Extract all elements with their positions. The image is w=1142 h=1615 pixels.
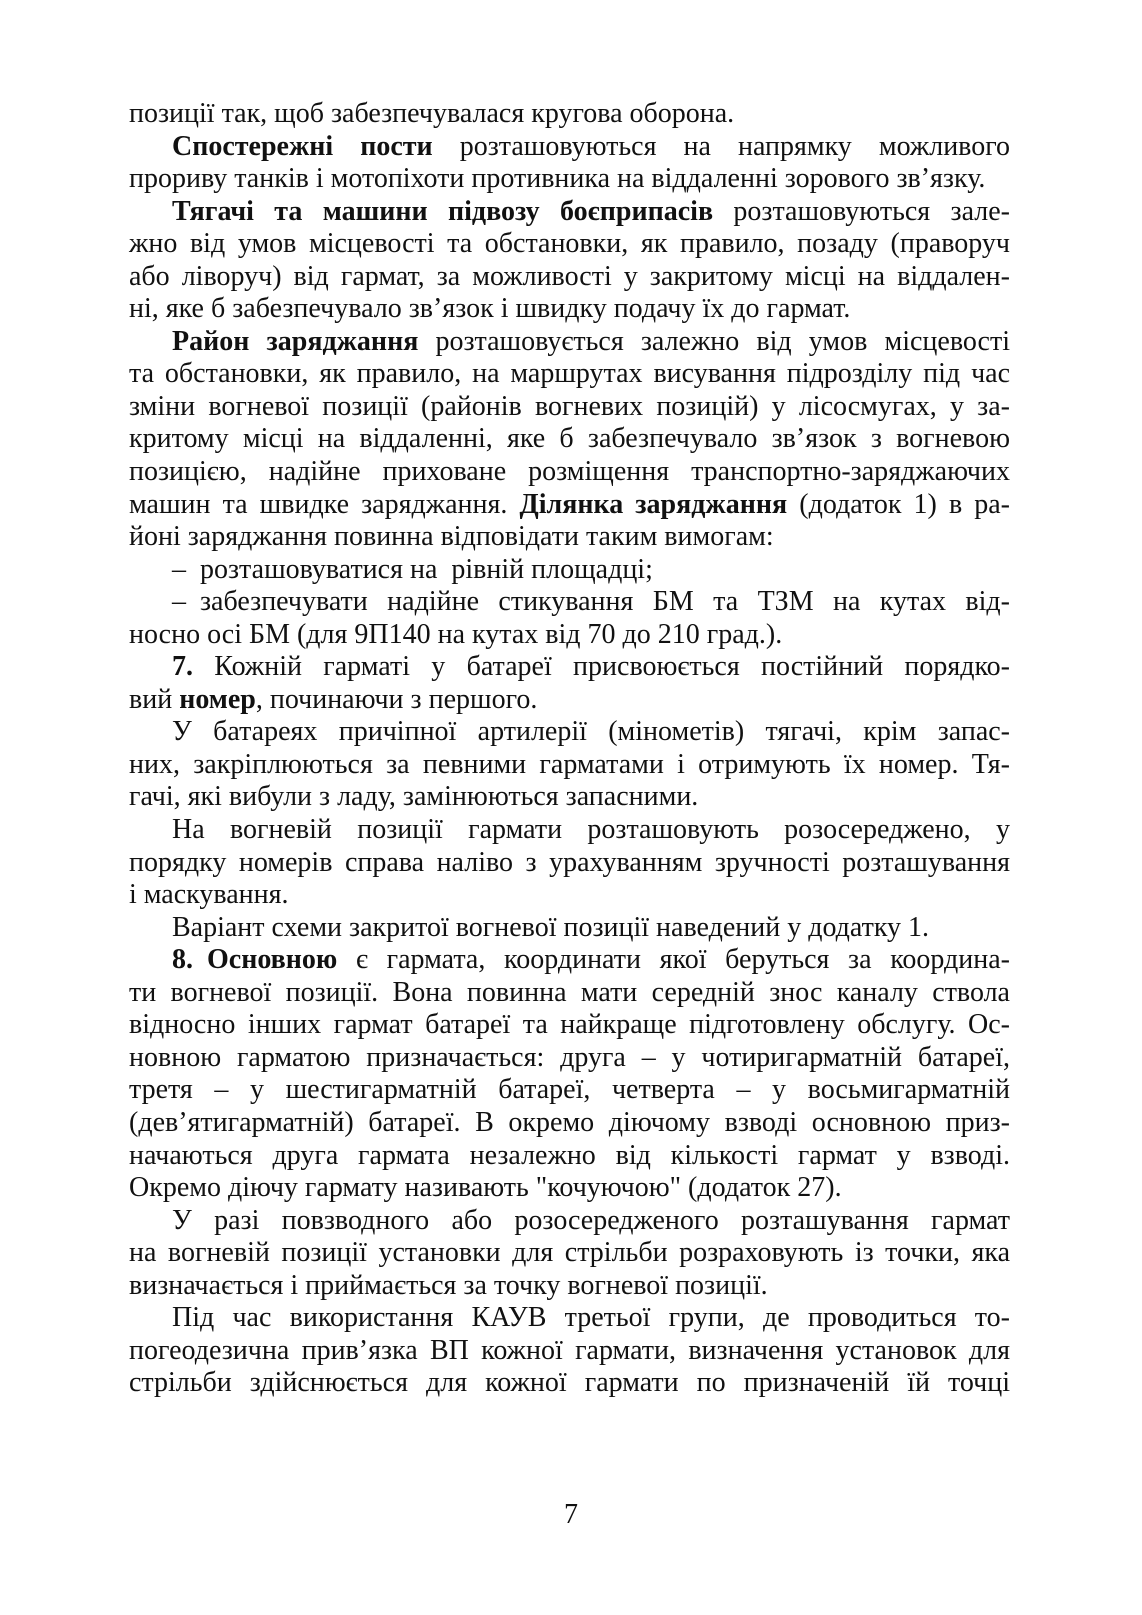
text-run: ні, яке б забезпечувало зв’язок і швидку подачу їх до гармат. [129, 293, 851, 325]
text-line [129, 1042, 1010, 1075]
paragraph [129, 912, 1010, 945]
text-run: машин та швидке заряджання. [129, 488, 520, 520]
text-run: жно від умов місцевості та обстановки, як правило, позаду (праворуч [129, 228, 1010, 260]
text-run: стрільби здійснюється для кожної гармати по призначеній їй точці [129, 1367, 1010, 1399]
text-run: Варіант схеми закритої вогневої позиції наведений у додатку 1. [172, 911, 930, 943]
text-run: начаються друга гармата незалежно від кількості гармат у взводі. [129, 1139, 1010, 1171]
text-run: У разі повзводного або розосередженого розташування гармат [172, 1204, 1010, 1236]
text-run: (дев’ятигарматній) батареї. В окремо діючому взводі основною приз- [129, 1106, 1010, 1138]
text-line [129, 293, 1010, 326]
text-line [129, 489, 1010, 522]
text-run: – розташовуватися на рівній площадці; [172, 553, 653, 585]
text-line [129, 847, 1010, 880]
text-line [129, 651, 1010, 684]
paragraph [129, 1302, 1010, 1400]
bold-run: Спостережні пости [172, 130, 433, 162]
document-body [129, 98, 1010, 1400]
text-run: ти вогневої позиції. Вона повинна мати середній знос каналу ствола [129, 976, 1010, 1008]
text-run: погеодезична прив’язка ВП кожної гармати, визначення установок для [129, 1334, 1010, 1366]
text-line [129, 619, 1010, 652]
text-line [129, 521, 1010, 554]
text-run: прориву танків і мотопіхоти противника на віддаленні зорового зв’язку. [129, 163, 986, 195]
text-run: Під час використання КАУВ третьої групи, де проводиться то- [172, 1302, 1010, 1334]
text-line [129, 391, 1010, 424]
paragraph [129, 554, 1010, 587]
bold-run: Тягачі та машини підвозу боєприпасів [172, 195, 714, 227]
bold-run: 8. Основною [172, 944, 338, 976]
text-run: порядку номерів справа наліво з урахуванням зручності розташування [129, 846, 1010, 878]
text-run: третя – у шестигарматній батареї, четверта – у восьмигарматній [129, 1074, 1010, 1106]
bold-run: Ділянка заряджання [519, 488, 788, 520]
text-run: і маскування. [129, 879, 289, 911]
text-run: вий [129, 683, 180, 715]
paragraph [129, 716, 1010, 814]
text-run: новною гарматою призначається: друга – у чотиригарматній батареї, [129, 1041, 1010, 1073]
text-run: гачі, які вибули з ладу, замінюються запасними. [129, 781, 699, 813]
text-run: (додаток 1) в ра- [787, 488, 1011, 520]
text-run: йоні заряджання повинна відповідати таким вимогам: [129, 521, 774, 553]
text-line [129, 879, 1010, 912]
text-run: є гармата, координати якої беруться за координа- [337, 944, 1010, 976]
text-line [129, 196, 1010, 229]
text-line [129, 1140, 1010, 1173]
text-run: розташовуються на напрямку можливого [432, 130, 1010, 162]
text-line [129, 1367, 1010, 1400]
text-run: позиції так, щоб забезпечувалася кругова оборона. [129, 98, 735, 129]
bold-run: номер [179, 683, 256, 715]
text-run: визначається і приймається за точку вогневої позиції. [129, 1269, 768, 1301]
text-line [129, 1270, 1010, 1303]
text-run: на вогневій позиції установки для стрільби розраховують із точки, яка [129, 1237, 1010, 1269]
text-line [129, 554, 1010, 587]
text-run: та обстановки, як правило, на маршрутах висування підрозділу під час [129, 358, 1010, 390]
text-line [129, 228, 1010, 261]
paragraph [129, 651, 1010, 716]
text-line [129, 781, 1010, 814]
paragraph [129, 131, 1010, 196]
text-line [129, 1009, 1010, 1042]
text-run: них, закріплюються за певними гарматами і отримують їх номер. Тя- [129, 748, 1010, 780]
text-line [129, 1074, 1010, 1107]
paragraph [129, 196, 1010, 326]
text-run: У батареях причіпної артилерії (мінометів) тягачі, крім запас- [172, 716, 1010, 748]
text-line [129, 1107, 1010, 1140]
text-line [129, 456, 1010, 489]
text-line [129, 1302, 1010, 1335]
text-run: носно осі БМ (для 9П140 на кутах від 70 до 210 град.). [129, 618, 783, 650]
text-run: розташовується залежно від умов місцевості [418, 325, 1010, 357]
text-line [129, 944, 1010, 977]
text-line [129, 912, 1010, 945]
bold-run: 7. [172, 651, 193, 683]
paragraph [129, 814, 1010, 912]
text-line [129, 814, 1010, 847]
text-line [129, 261, 1010, 294]
text-line [129, 98, 1010, 131]
paragraph [129, 326, 1010, 554]
text-run: На вогневій позиції гармати розташовують розосереджено, у [172, 814, 1010, 846]
paragraph [129, 98, 1010, 131]
text-run: позицією, надійне приховане розміщення транспортно-заряджаючих [129, 456, 1010, 488]
text-line [129, 423, 1010, 456]
text-line [129, 1172, 1010, 1205]
text-line [129, 586, 1010, 619]
text-run: критому місці на віддаленні, яке б забезпечувало зв’язок з вогневою [129, 423, 1010, 455]
paragraph [129, 586, 1010, 651]
text-line [129, 131, 1010, 164]
bold-run: Район заряджання [172, 325, 419, 357]
text-line [129, 1335, 1010, 1368]
text-run: – забезпечувати надійне стикування БМ та ТЗМ на кутах від- [172, 586, 1010, 618]
text-run: розташовуються зале- [713, 195, 1010, 227]
text-line [129, 326, 1010, 359]
page-number: 7 [564, 1499, 578, 1530]
text-line [129, 977, 1010, 1010]
paragraph [129, 1205, 1010, 1303]
paragraph [129, 944, 1010, 1204]
text-line [129, 1237, 1010, 1270]
text-line [129, 684, 1010, 717]
page-footer [0, 1499, 1142, 1532]
text-run: Окремо діючу гармату називають "кочуючою" (додаток 27). [129, 1172, 842, 1204]
text-line [129, 163, 1010, 196]
text-run: Кожній гарматі у батареї присвоюється постійний порядко- [193, 651, 1010, 683]
text-run: або ліворуч) від гармат, за можливості у закритому місці на віддален- [129, 260, 1010, 292]
text-line [129, 749, 1010, 782]
text-run: відносно інших гармат батареї та найкраще підготовлену обслугу. Ос- [129, 1009, 1010, 1041]
text-run: зміни вогневої позиції (районів вогневих позицій) у лісосмугах, у за- [129, 390, 1010, 422]
text-line [129, 358, 1010, 391]
text-line [129, 716, 1010, 749]
text-line [129, 1205, 1010, 1238]
text-run: , починаючи з першого. [255, 683, 538, 715]
